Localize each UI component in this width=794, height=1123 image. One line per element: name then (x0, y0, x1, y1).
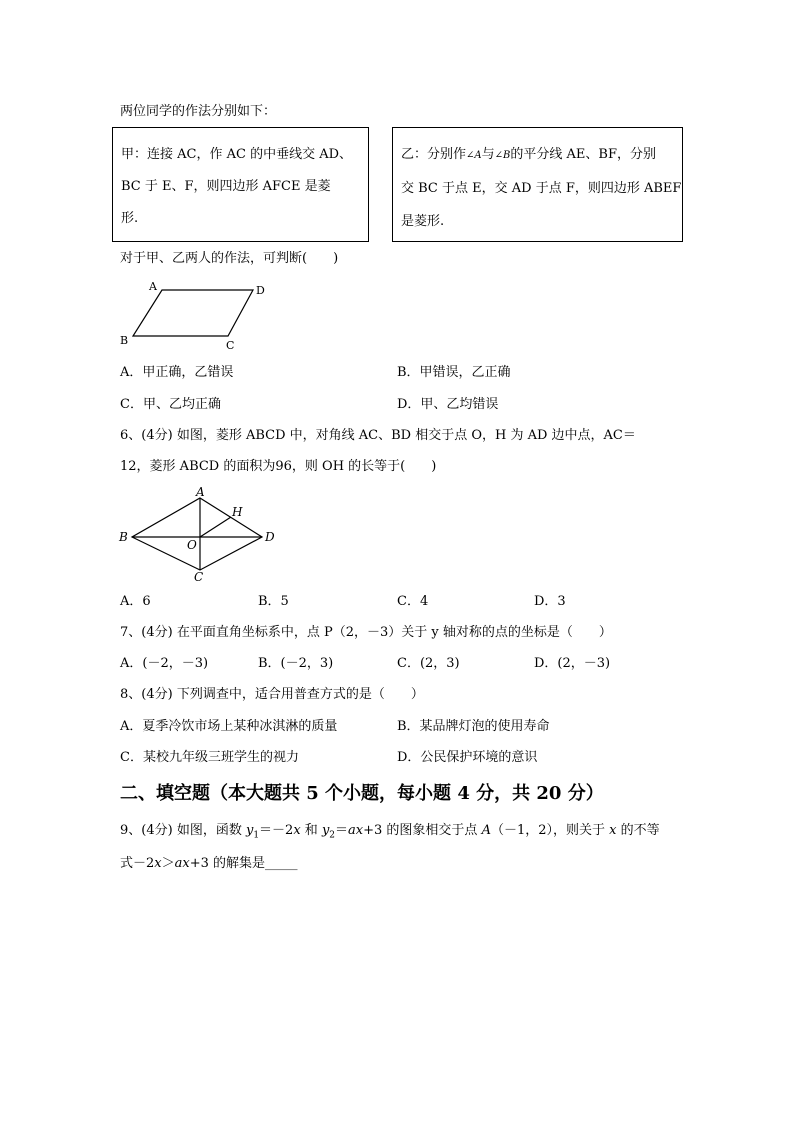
q7-option-c[interactable]: C．(2，3) (397, 656, 460, 671)
q9-text-h: 式－2 (120, 856, 155, 871)
method-jia-line3: 形. (121, 211, 139, 226)
method-yi-line1-b: 与 (481, 147, 495, 162)
segment-oh (200, 517, 231, 537)
method-jia-line1: 甲：连接 AC，作 AC 的中垂线交 AD、 (121, 147, 353, 162)
method-yi-line3: 是菱形. (401, 214, 445, 229)
q8-option-c[interactable]: C．某校九年级三班学生的视力 (120, 750, 299, 765)
method-yi-box (392, 127, 683, 242)
q8-option-a[interactable]: A．夏季冷饮市场上某种冰淇淋的质量 (120, 719, 338, 734)
q6-stem-line1: 6、(4分) 如图，菱形 ABCD 中，对角线 AC、BD 相交于点 O，H 为 AD 边中点，AC＝ (120, 428, 636, 443)
q9-point-a: A (481, 823, 491, 838)
method-yi-line1-c: 的平分线 AE、BF，分别 (510, 147, 656, 162)
intro-text: 两位同学的作法分别如下： (120, 104, 277, 119)
q7-stem: 7、(4分) 在平面直角坐标系中，点 P（2，－3）关于 y 轴对称的点的坐标是（ ） (120, 625, 612, 640)
label-b: B (120, 334, 129, 347)
q5-option-a[interactable]: A．甲正确，乙错误 (120, 365, 234, 380)
q9-ax: ax (348, 823, 364, 838)
q8-option-d[interactable]: D．公民保护环境的意识 (397, 750, 538, 765)
q7-option-b[interactable]: B．(－2，3) (258, 656, 334, 671)
label-c: C (194, 570, 204, 583)
q9-x2: x (609, 823, 617, 838)
label-b: B (119, 530, 128, 544)
q8-stem: 8、(4分) 下列调查中，适合用普查方式的是（ ） (120, 687, 424, 702)
method-yi-line2: 交 BC 于点 E，交 AD 于点 F，则四边形 ABEF (401, 181, 682, 196)
q5-option-b[interactable]: B．甲错误，乙正确 (397, 365, 511, 380)
q9-y2: y (321, 823, 330, 838)
q9-ax2: ax (174, 856, 190, 871)
q9-text-a: 9、(4分) 如图，函数 (120, 823, 246, 838)
label-a: A (149, 280, 157, 293)
q9-y1: y (245, 823, 254, 838)
q6-option-c[interactable]: C．4 (397, 594, 429, 609)
q6-option-a[interactable]: A．6 (120, 594, 151, 609)
parallelogram-shape (133, 290, 253, 336)
q6-rhombus-figure (115, 483, 285, 583)
section-heading-fill-blank: 二、填空题（本大题共 5 个小题，每小题 4 分，共 20 分） (120, 783, 604, 804)
method-jia-line2: BC 于 E、F，则四边形 AFCE 是菱 (121, 179, 331, 194)
label-a: A (196, 485, 205, 499)
q8-option-b[interactable]: B．某品牌灯泡的使用寿命 (397, 719, 550, 734)
label-o: O (187, 538, 197, 552)
label-c: C (226, 339, 235, 352)
q6-option-d[interactable]: D．3 (534, 594, 566, 609)
rhombus-shape (132, 498, 262, 570)
q6-option-b[interactable]: B．5 (258, 594, 289, 609)
method-yi-line1-a: 乙：分别作 (401, 147, 467, 162)
q5-option-c[interactable]: C．甲、乙均正确 (120, 397, 221, 412)
q7-option-d[interactable]: D．(2，－3) (534, 656, 611, 671)
q9-text-b: ＝－2 (259, 823, 294, 838)
q9-text-e: +3 的图象相交于点 (363, 823, 482, 838)
q9-text-c: 和 (300, 823, 322, 838)
q7-option-a[interactable]: A．(－2，－3) (120, 656, 209, 671)
label-h: H (232, 505, 243, 519)
q9-text-d: ＝ (335, 823, 349, 838)
q9-x1: x (293, 823, 301, 838)
q5-stem: 对于甲、乙两人的作法，可判断( ) (120, 251, 339, 266)
method-yi-line1 (401, 147, 656, 164)
q9-sub2: 2 (329, 830, 336, 841)
q6-stem-line2: 12，菱形 ABCD 的面积为96，则 OH 的长等于( ) (120, 459, 437, 474)
q5-parallelogram-figure (115, 278, 275, 353)
label-d: D (265, 530, 275, 544)
q9-line2 (120, 856, 298, 872)
q9-x3: x (154, 856, 162, 871)
angle-b: ∠B (494, 150, 511, 161)
angle-a: ∠A (466, 150, 482, 161)
q9-sub1: 1 (253, 830, 260, 841)
label-d: D (256, 284, 265, 297)
q9-text-i: ＞ (161, 856, 175, 871)
q9-answer-blank[interactable]: +3 的解集是_____ (189, 856, 298, 871)
q9-text-g: 的不等 (616, 823, 660, 838)
q9-line1 (120, 823, 660, 844)
q9-text-f: （－1，2），则关于 (490, 823, 610, 838)
q5-option-d[interactable]: D．甲、乙均错误 (397, 397, 499, 412)
method-jia-box (112, 127, 369, 242)
